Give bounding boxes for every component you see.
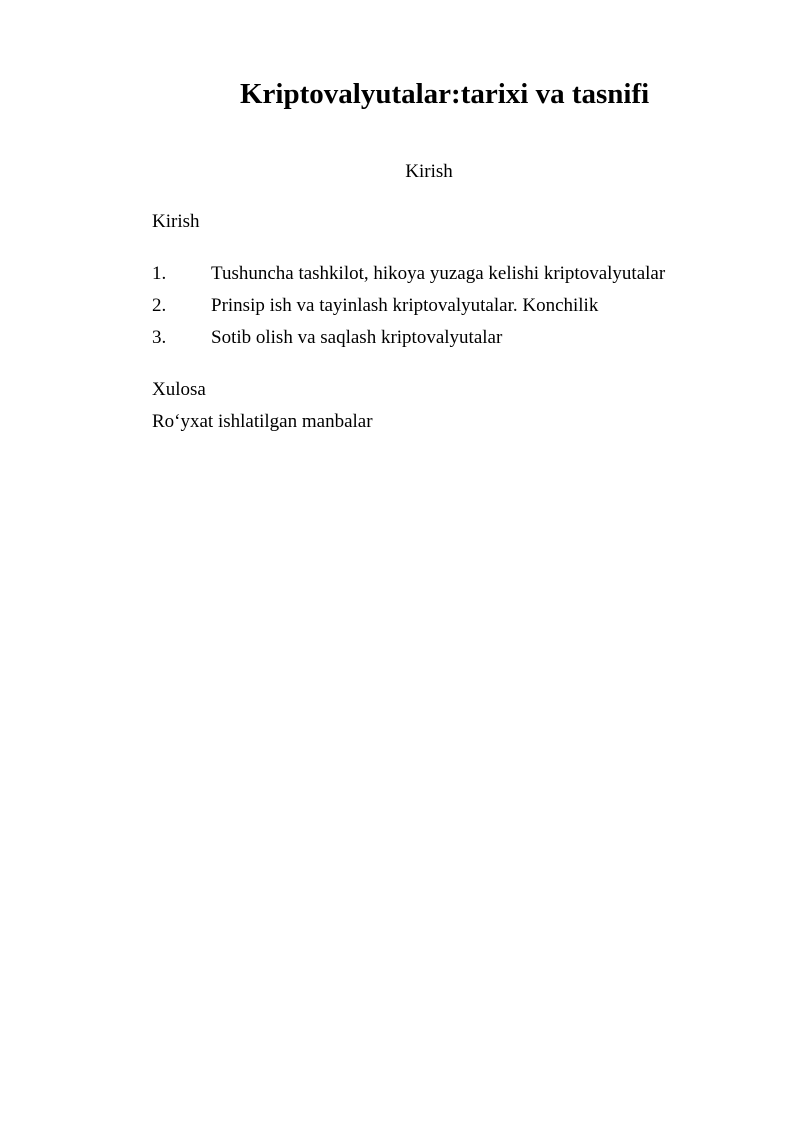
- toc-item-text: Tushuncha tashkilot, hikoya yuzaga kelishi kriptovalyutalar: [211, 263, 666, 284]
- toc-item-number: 1.: [152, 263, 167, 284]
- references-label: Ro‘yxat ishlatilgan manbalar: [152, 411, 373, 432]
- document-title: Kriptovalyutalar:tarixi va tasnifi: [240, 78, 650, 110]
- intro-label: Kirish: [152, 211, 200, 232]
- toc-item-number: 3.: [152, 327, 167, 348]
- toc-item-number: 2.: [152, 295, 167, 316]
- toc-item-text: Prinsip ish va tayinlash kriptovalyutalar. Konchilik: [211, 295, 599, 316]
- conclusion-label: Xulosa: [152, 379, 206, 400]
- toc-item-text: Sotib olish va saqlash kriptovalyutalar: [211, 327, 503, 348]
- section-heading: Kirish: [405, 161, 453, 182]
